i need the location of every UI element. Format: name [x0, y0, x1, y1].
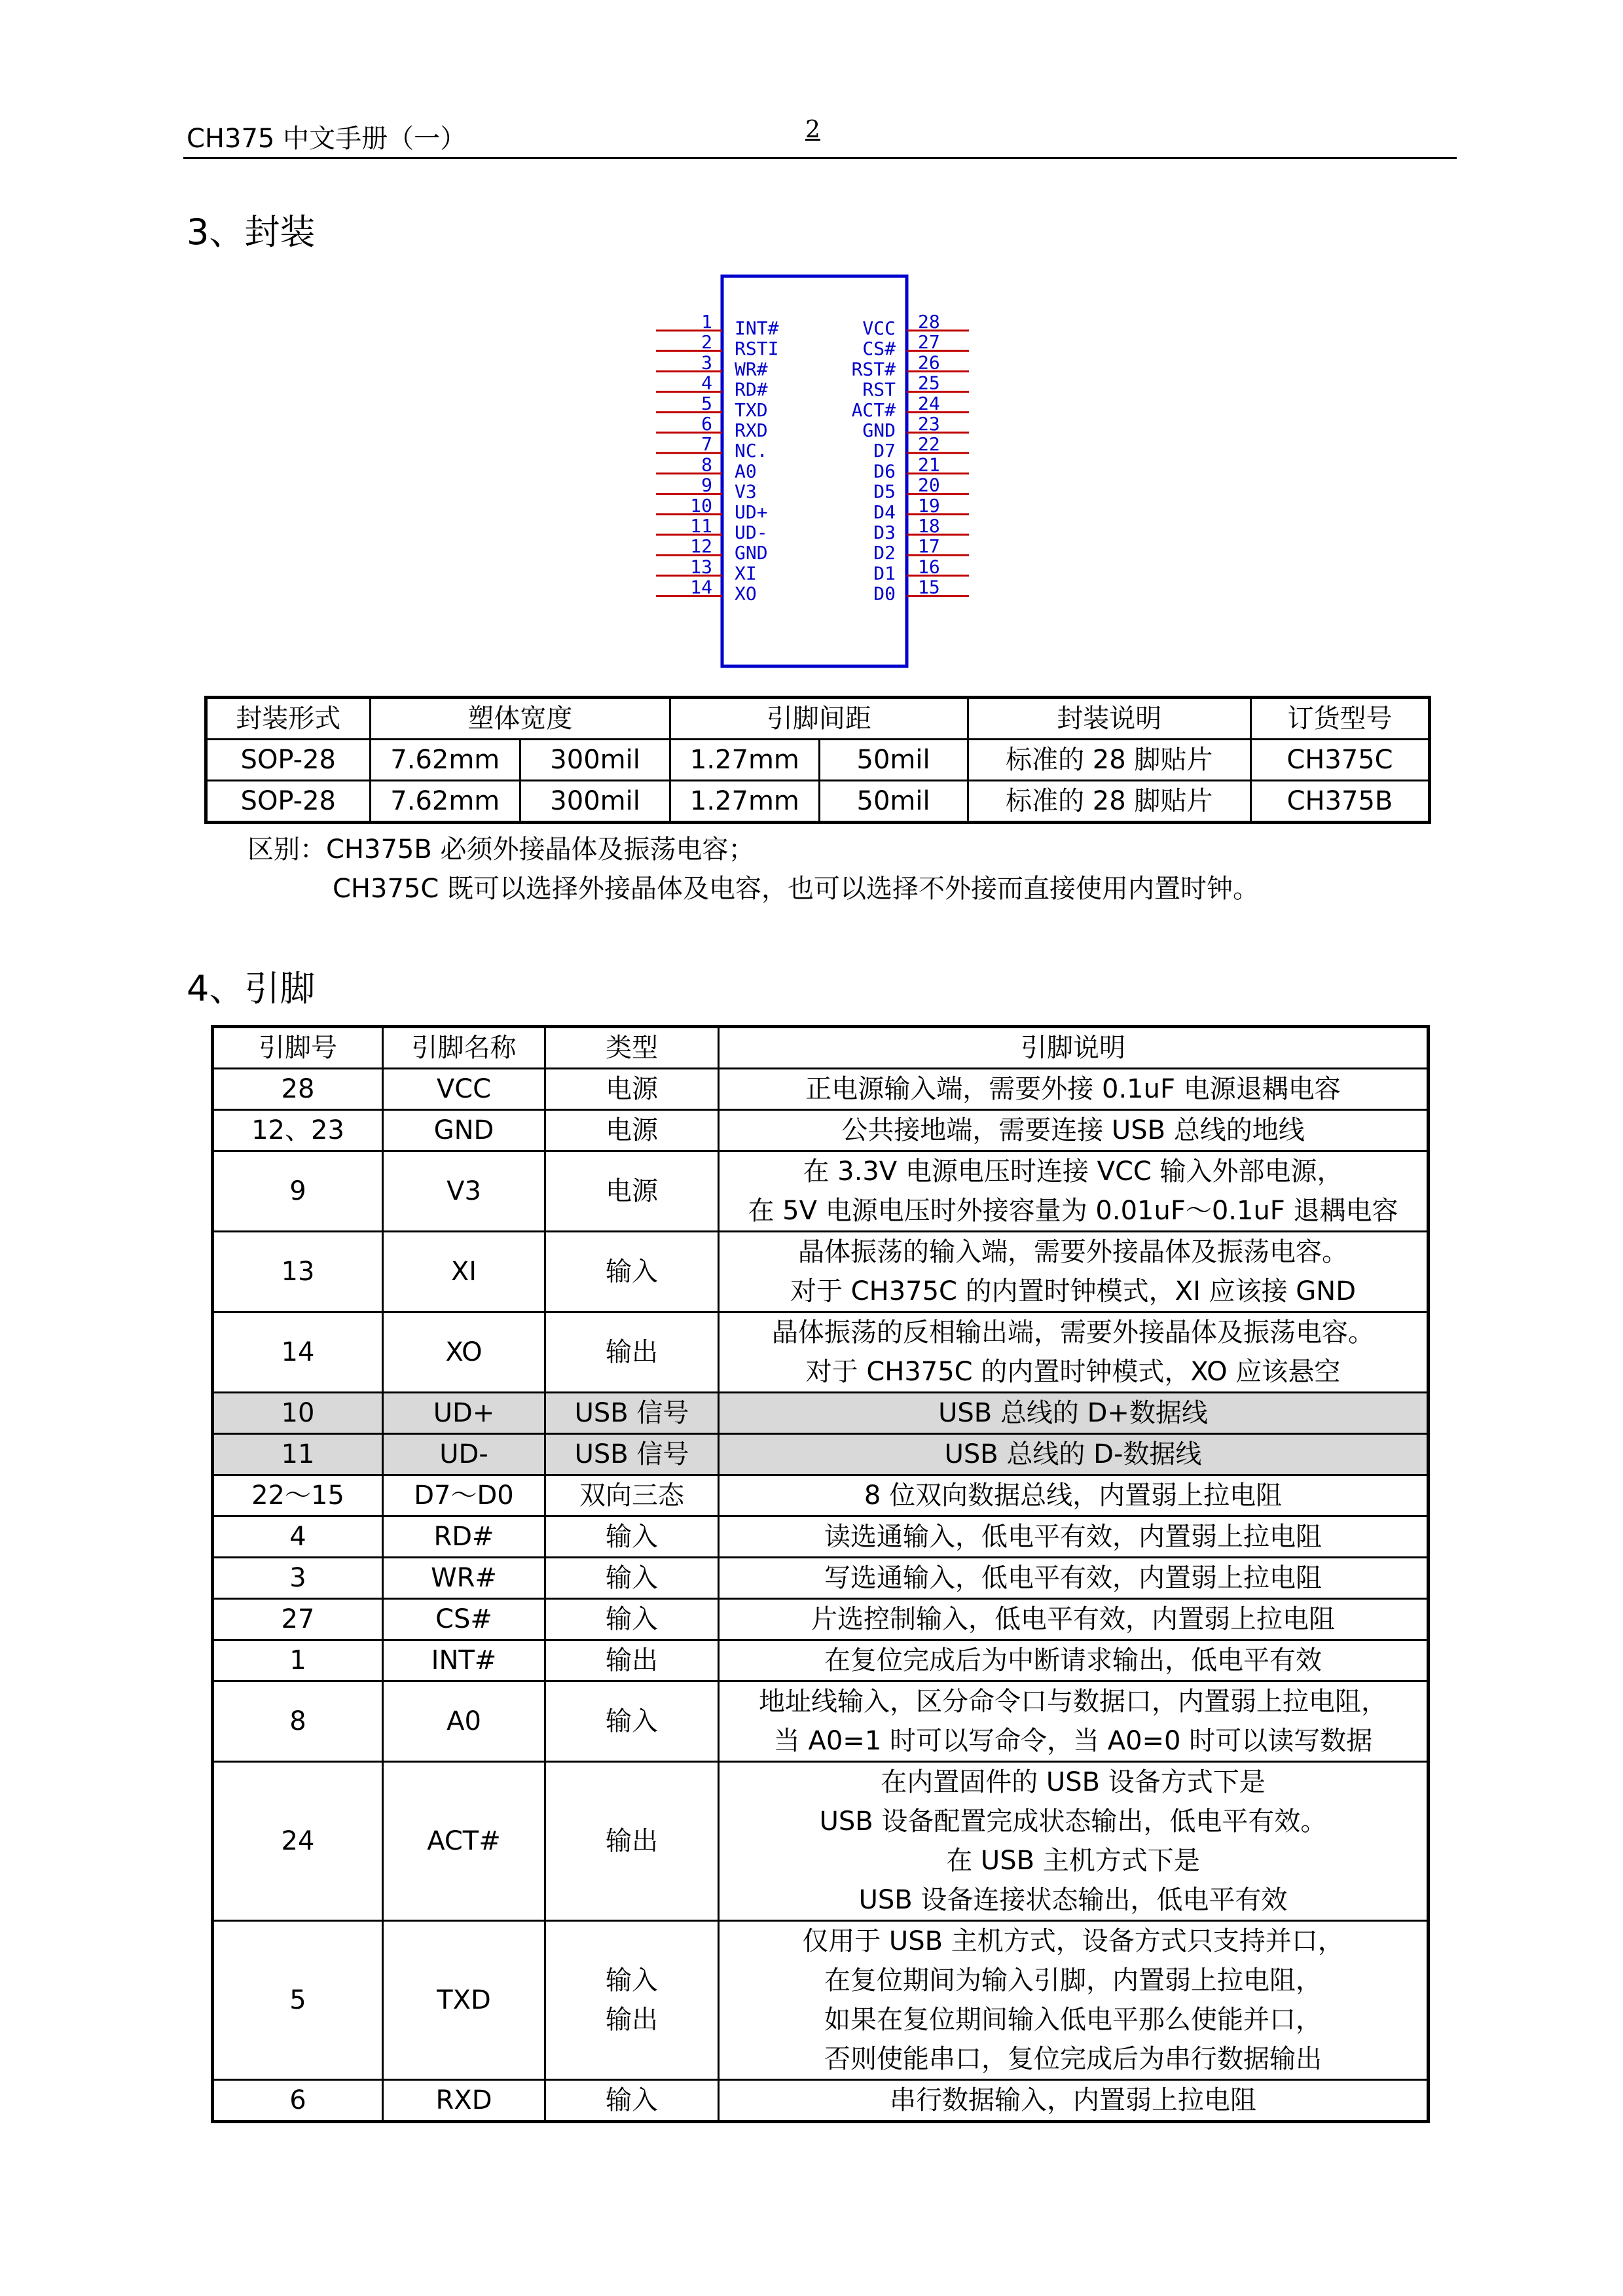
- pin-number: 15: [918, 576, 940, 598]
- pin-type-cell-line: USB 信号: [574, 1398, 689, 1428]
- pin-name-cell: [383, 2080, 545, 2122]
- pin-desc-cell-line: USB 总线的 D-数据线: [944, 1439, 1202, 1469]
- table-row: [206, 740, 1430, 781]
- table-cell: SOP-28: [206, 740, 371, 781]
- pin-number: 11: [690, 515, 712, 537]
- pin-desc-cell: [719, 1434, 1429, 1475]
- pin-number-cell: [213, 1151, 383, 1232]
- pin-desc-cell: [719, 1640, 1429, 1681]
- pin-number: 20: [918, 474, 940, 496]
- header-cell: 封装说明: [968, 698, 1250, 740]
- table-row: [213, 1069, 1429, 1110]
- pin-number-cell: [213, 1393, 383, 1434]
- pin-number-cell-text: 3: [289, 1563, 306, 1593]
- pin-desc-cell-line: USB 设备配置完成状态输出，低电平有效。: [819, 1806, 1327, 1837]
- pin-number: 24: [918, 392, 940, 414]
- pin-type-cell-line: 输出: [606, 1826, 658, 1856]
- pin-desc-cell: [719, 1558, 1429, 1599]
- pin-desc-cell-line: 否则使能串口，复位完成后为串行数据输出: [824, 2044, 1322, 2074]
- pin-label: XI: [735, 562, 757, 584]
- pin-type-cell: [545, 1312, 719, 1393]
- pin-number-cell-text: 1: [289, 1645, 306, 1676]
- pin-number-cell-text: 6: [289, 2085, 306, 2115]
- pin-name-cell-text: A0: [447, 1706, 481, 1736]
- pin-label: GND: [862, 420, 896, 441]
- pin-number-cell-text: 9: [289, 1176, 306, 1206]
- pin-number-cell: [213, 1681, 383, 1762]
- pin-label: WR#: [735, 358, 768, 380]
- pin-name-cell-text: CS#: [435, 1604, 492, 1634]
- pin-name-cell-text: GND: [433, 1115, 494, 1145]
- header-cell: 类型: [545, 1027, 719, 1069]
- pin-desc-cell: [719, 1393, 1429, 1434]
- pin-desc-cell-line: 对于 CH375C 的内置时钟模式，XI 应该接 GND: [790, 1276, 1357, 1306]
- pin-number: 5: [701, 392, 712, 414]
- pin-label: GND: [735, 542, 768, 564]
- pin-number: 25: [918, 372, 940, 394]
- pin-type-cell: [545, 1681, 719, 1762]
- pin-type-cell-line: 输入: [606, 2085, 658, 2115]
- pin-type-cell-line: 电源: [606, 1176, 658, 1206]
- pin-name-cell: [383, 1069, 545, 1110]
- pin-desc-cell-line: 仅用于 USB 主机方式，设备方式只支持并口，: [802, 1926, 1344, 1956]
- pin-name-cell: [383, 1312, 545, 1393]
- pin-name-cell: [383, 1762, 545, 1921]
- package-note-line-2: CH375C 既可以选择外接晶体及电容，也可以选择不外接而直接使用内置时钟。: [333, 874, 1259, 904]
- pin-type-cell-line: USB 信号: [574, 1439, 689, 1469]
- pin-number-cell-text: 8: [289, 1706, 306, 1736]
- table-cell: 标准的 28 脚贴片: [968, 740, 1250, 781]
- pin-number-cell-text: 5: [289, 1985, 306, 2015]
- table-row: [213, 2080, 1429, 2122]
- pin-desc-cell: [719, 1069, 1429, 1110]
- pin-name-cell-text: WR#: [431, 1563, 497, 1593]
- pin-desc-cell-line: 在 3.3V 电源电压时连接 VCC 输入外部电源，: [803, 1157, 1343, 1187]
- pin-desc-cell-line: 当 A0=1 时可以写命令，当 A0=0 时可以读写数据: [773, 1726, 1373, 1756]
- pin-number-cell-text: 12、23: [251, 1115, 344, 1145]
- table-row: [213, 1921, 1429, 2080]
- pin-number: 22: [918, 433, 940, 456]
- pin-number-cell-text: 22～15: [251, 1480, 344, 1511]
- pin-type-cell: [545, 1558, 719, 1599]
- pin-type-cell-line: 输出: [606, 2005, 658, 2035]
- pin-number-cell-text: 13: [281, 1257, 315, 1287]
- header-rule: [183, 157, 1457, 159]
- pin-type-cell: [545, 1516, 719, 1558]
- pin-desc-cell: [719, 1599, 1429, 1640]
- header-cell: 引脚说明: [719, 1027, 1429, 1069]
- table-cell: SOP-28: [206, 781, 371, 823]
- pin-name-cell: [383, 1151, 545, 1232]
- pin-type-cell: [545, 1921, 719, 2080]
- pin-label: D2: [873, 542, 896, 564]
- pin-desc-cell-line: 对于 CH375C 的内置时钟模式，XO 应该悬空: [805, 1357, 1341, 1387]
- pin-number: 28: [918, 311, 940, 332]
- pin-type-cell: [545, 1599, 719, 1640]
- package-table-header: [206, 698, 1430, 740]
- pin-type-cell-line: 输出: [606, 1645, 658, 1676]
- pin-name-cell-text: RD#: [433, 1522, 494, 1552]
- pin-type-cell: [545, 1110, 719, 1151]
- pin-name-cell-text: D7～D0: [414, 1480, 514, 1511]
- package-table: [204, 696, 1431, 824]
- table-cell: 300mil: [520, 781, 670, 823]
- pin-number: 12: [690, 535, 712, 558]
- table-cell: 300mil: [520, 740, 670, 781]
- pin-type-cell-line: 输入: [606, 1706, 658, 1736]
- package-note-line-1: 区别：CH375B 必须外接晶体及振荡电容；: [247, 834, 755, 865]
- pin-name-cell: [383, 1110, 545, 1151]
- pin-name-cell: [383, 1640, 545, 1681]
- pin-type-cell-line: 输入: [606, 1563, 658, 1593]
- table-row: [213, 1599, 1429, 1640]
- pin-name-cell-text: INT#: [431, 1645, 497, 1676]
- pin-desc-cell-line: 在复位期间为输入引脚，内置弱上拉电阻，: [824, 1965, 1322, 1996]
- pin-number: 19: [918, 494, 940, 516]
- pin-type-cell-line: 输入: [606, 1604, 658, 1634]
- pin-desc-cell-line: 在 USB 主机方式下是: [946, 1846, 1200, 1876]
- pin-type-cell: [545, 1475, 719, 1516]
- pin-number: 9: [701, 474, 712, 496]
- table-row: [213, 1393, 1429, 1434]
- pin-desc-cell-line: 在 5V 电源电压时外接容量为 0.01uF～0.1uF 退耦电容: [748, 1196, 1398, 1226]
- pin-number-cell: [213, 1640, 383, 1681]
- table-row: [213, 1516, 1429, 1558]
- pin-desc-cell-line: 正电源输入端，需要外接 0.1uF 电源退耦电容: [805, 1074, 1341, 1104]
- table-cell: 7.62mm: [370, 740, 520, 781]
- pin-name-cell-text: UD-: [439, 1439, 488, 1469]
- table-cell: 7.62mm: [370, 781, 520, 823]
- pin-name-cell-text: TXD: [437, 1985, 491, 2015]
- pin-number: 8: [701, 454, 712, 476]
- pin-type-cell-line: 输入: [606, 1257, 658, 1287]
- table-row: [213, 1681, 1429, 1762]
- header-cell: 封装形式: [206, 698, 371, 740]
- pin-name-cell-text: VCC: [436, 1074, 492, 1104]
- pin-number-cell-text: 10: [281, 1398, 315, 1428]
- pin-number: 14: [690, 576, 712, 598]
- table-row: [213, 1640, 1429, 1681]
- header-cell: 订货型号: [1250, 698, 1429, 740]
- pin-name-cell: [383, 1434, 545, 1475]
- pin-number-cell-text: 27: [281, 1604, 315, 1634]
- pin-number: 27: [918, 331, 940, 353]
- pin-number-cell: [213, 1069, 383, 1110]
- pin-name-cell-text: XO: [445, 1337, 483, 1367]
- pin-number-cell: [213, 1232, 383, 1312]
- document-title: CH375 中文手册（一）: [187, 124, 467, 154]
- pin-label: D4: [873, 501, 896, 523]
- pin-number-cell: [213, 1558, 383, 1599]
- pin-desc-cell: [719, 1762, 1429, 1921]
- pin-number-cell: [213, 2080, 383, 2122]
- pin-desc-cell-line: USB 总线的 D+数据线: [938, 1398, 1208, 1428]
- pin-type-cell: [545, 2080, 719, 2122]
- pin-desc-cell: [719, 1516, 1429, 1558]
- pin-number-cell: [213, 1110, 383, 1151]
- table-row: [213, 1434, 1429, 1475]
- pin-desc-cell-line: 8 位双向数据总线，内置弱上拉电阻: [864, 1480, 1283, 1511]
- pin-number-cell: [213, 1921, 383, 2080]
- pin-number: 18: [918, 515, 940, 537]
- pin-desc-cell-line: 读选通输入，低电平有效，内置弱上拉电阻: [824, 1522, 1322, 1552]
- pin-label: D3: [873, 522, 896, 543]
- pin-number: 21: [918, 454, 940, 476]
- pin-number-cell: [213, 1762, 383, 1921]
- pin-number: 23: [918, 413, 940, 435]
- pin-type-cell: [545, 1393, 719, 1434]
- pin-name-cell: [383, 1393, 545, 1434]
- pin-type-cell-line: 输入: [606, 1965, 658, 1996]
- pin-type-cell: [545, 1434, 719, 1475]
- pin-label: RD#: [735, 378, 768, 401]
- pin-name-cell: [383, 1232, 545, 1312]
- section-heading-pins: 4、引脚: [187, 968, 316, 1009]
- pin-label: D0: [873, 583, 896, 605]
- pin-name-cell: [383, 1599, 545, 1640]
- pin-desc-cell-line: 在复位完成后为中断请求输出，低电平有效: [824, 1645, 1322, 1676]
- table-cell: CH375C: [1250, 740, 1429, 781]
- pin-name-cell-text: UD+: [433, 1398, 495, 1428]
- table-row: [206, 781, 1430, 823]
- pin-type-cell-line: 双向三态: [579, 1480, 684, 1511]
- table-cell: CH375B: [1250, 781, 1429, 823]
- pin-number-cell-text: 4: [289, 1522, 306, 1552]
- pin-desc-cell: [719, 1681, 1429, 1762]
- header-cell: 引脚号: [213, 1027, 383, 1069]
- pin-label: TXD: [735, 399, 768, 421]
- pin-number: 1: [701, 311, 712, 332]
- table-row: [213, 1558, 1429, 1599]
- pin-number-cell: [213, 1599, 383, 1640]
- pin-desc-cell: [719, 1475, 1429, 1516]
- table-cell: 1.27mm: [670, 781, 819, 823]
- pin-label: V3: [735, 480, 757, 503]
- pin-number: 7: [701, 433, 712, 456]
- pin-number: 3: [701, 351, 712, 374]
- pin-desc-cell-line: 在内置固件的 USB 设备方式下是: [881, 1767, 1266, 1797]
- pin-type-cell-line: 输入: [606, 1522, 658, 1552]
- pin-label: D1: [873, 562, 896, 584]
- pin-name-cell: [383, 1475, 545, 1516]
- table-cell: 50mil: [819, 740, 968, 781]
- pin-number: 10: [690, 494, 712, 516]
- pin-desc-cell-line: 写选通输入，低电平有效，内置弱上拉电阻: [824, 1563, 1322, 1593]
- pin-desc-cell: [719, 1921, 1429, 2080]
- pin-desc-cell: [719, 2080, 1429, 2122]
- section-heading-package: 3、封装: [187, 211, 316, 253]
- pin-table-header: [213, 1027, 1429, 1069]
- pin-desc-cell: [719, 1232, 1429, 1312]
- header-cell: 引脚名称: [383, 1027, 545, 1069]
- pin-label: A0: [735, 460, 757, 482]
- pin-type-cell: [545, 1151, 719, 1232]
- table-row: [213, 1110, 1429, 1151]
- pin-number-cell-text: 14: [281, 1337, 315, 1367]
- pin-number: 26: [918, 351, 940, 374]
- pin-type-cell-line: 电源: [606, 1074, 658, 1104]
- pin-name-cell: [383, 1921, 545, 2080]
- pin-desc-cell-line: 公共接地端，需要连接 USB 总线的地线: [841, 1115, 1305, 1145]
- header-cell: 引脚间距: [670, 698, 968, 740]
- pin-number-cell-text: 11: [281, 1439, 315, 1469]
- pin-number: 2: [701, 331, 712, 353]
- pin-number-cell: [213, 1312, 383, 1393]
- pin-name-cell: [383, 1558, 545, 1599]
- pin-desc-cell-line: 片选控制输入，低电平有效，内置弱上拉电阻: [811, 1604, 1335, 1634]
- table-cell: 1.27mm: [670, 740, 819, 781]
- pin-number-cell: [213, 1434, 383, 1475]
- pin-desc-cell: [719, 1312, 1429, 1393]
- table-row: [213, 1762, 1429, 1921]
- pin-name-cell-text: V3: [447, 1176, 481, 1206]
- pin-label: RST: [862, 378, 896, 401]
- pin-type-cell: [545, 1232, 719, 1312]
- pin-name-cell: [383, 1681, 545, 1762]
- pin-number: 17: [918, 535, 940, 558]
- pin-label: D7: [873, 440, 896, 462]
- chip-pinout-diagram: [648, 268, 976, 674]
- table-row: [213, 1312, 1429, 1393]
- pin-label: D5: [873, 480, 896, 503]
- pin-label: XO: [735, 583, 757, 605]
- pin-label: INT#: [735, 317, 779, 339]
- pin-type-cell: [545, 1640, 719, 1681]
- pin-type-cell: [545, 1762, 719, 1921]
- pin-number-cell-text: 28: [281, 1074, 315, 1104]
- pin-type-cell-line: 输出: [606, 1337, 658, 1367]
- table-row: [213, 1232, 1429, 1312]
- pin-desc-cell-line: 地址线输入，区分命令口与数据口，内置弱上拉电阻，: [759, 1687, 1387, 1717]
- pin-type-cell: [545, 1069, 719, 1110]
- pin-table: [211, 1025, 1430, 2123]
- pin-name-cell-text: ACT#: [427, 1826, 501, 1856]
- pin-name-cell: [383, 1516, 545, 1558]
- pin-desc-cell: [719, 1151, 1429, 1232]
- pin-desc-cell-line: USB 设备连接状态输出，低电平有效: [858, 1885, 1288, 1915]
- pin-label: RSTI: [735, 338, 779, 360]
- table-cell: 50mil: [819, 781, 968, 823]
- pin-desc-cell-line: 如果在复位期间输入低电平那么使能并口，: [824, 2005, 1322, 2035]
- pin-label: NC.: [735, 440, 768, 462]
- pin-name-cell-text: RXD: [435, 2085, 492, 2115]
- pin-label: RXD: [735, 420, 768, 441]
- page-number: 2: [805, 117, 820, 143]
- table-cell: 标准的 28 脚贴片: [968, 781, 1250, 823]
- pin-number: 4: [701, 372, 712, 394]
- pin-label: UD+: [735, 501, 768, 523]
- pin-number: 16: [918, 556, 940, 578]
- pin-label: D6: [873, 460, 896, 482]
- table-row: [213, 1151, 1429, 1232]
- table-row: [213, 1475, 1429, 1516]
- pin-number-cell: [213, 1475, 383, 1516]
- pin-label: ACT#: [851, 399, 896, 421]
- pin-label: UD-: [735, 522, 768, 543]
- pin-label: CS#: [862, 338, 896, 360]
- pin-type-cell-line: 电源: [606, 1115, 658, 1145]
- pin-desc-cell-line: 晶体振荡的反相输出端，需要外接晶体及振荡电容。: [772, 1318, 1374, 1348]
- pin-desc-cell-line: 晶体振荡的输入端，需要外接晶体及振荡电容。: [798, 1237, 1348, 1267]
- pin-name-cell-text: XI: [450, 1257, 477, 1287]
- pin-desc-cell: [719, 1110, 1429, 1151]
- pin-number: 6: [701, 413, 712, 435]
- pin-label: RST#: [851, 358, 896, 380]
- pin-number: 13: [690, 556, 712, 578]
- pin-desc-cell-line: 串行数据输入，内置弱上拉电阻: [890, 2085, 1256, 2115]
- pin-number-cell-text: 24: [281, 1826, 315, 1856]
- pin-number-cell: [213, 1516, 383, 1558]
- pin-label: VCC: [862, 317, 896, 339]
- header-cell: 塑体宽度: [370, 698, 670, 740]
